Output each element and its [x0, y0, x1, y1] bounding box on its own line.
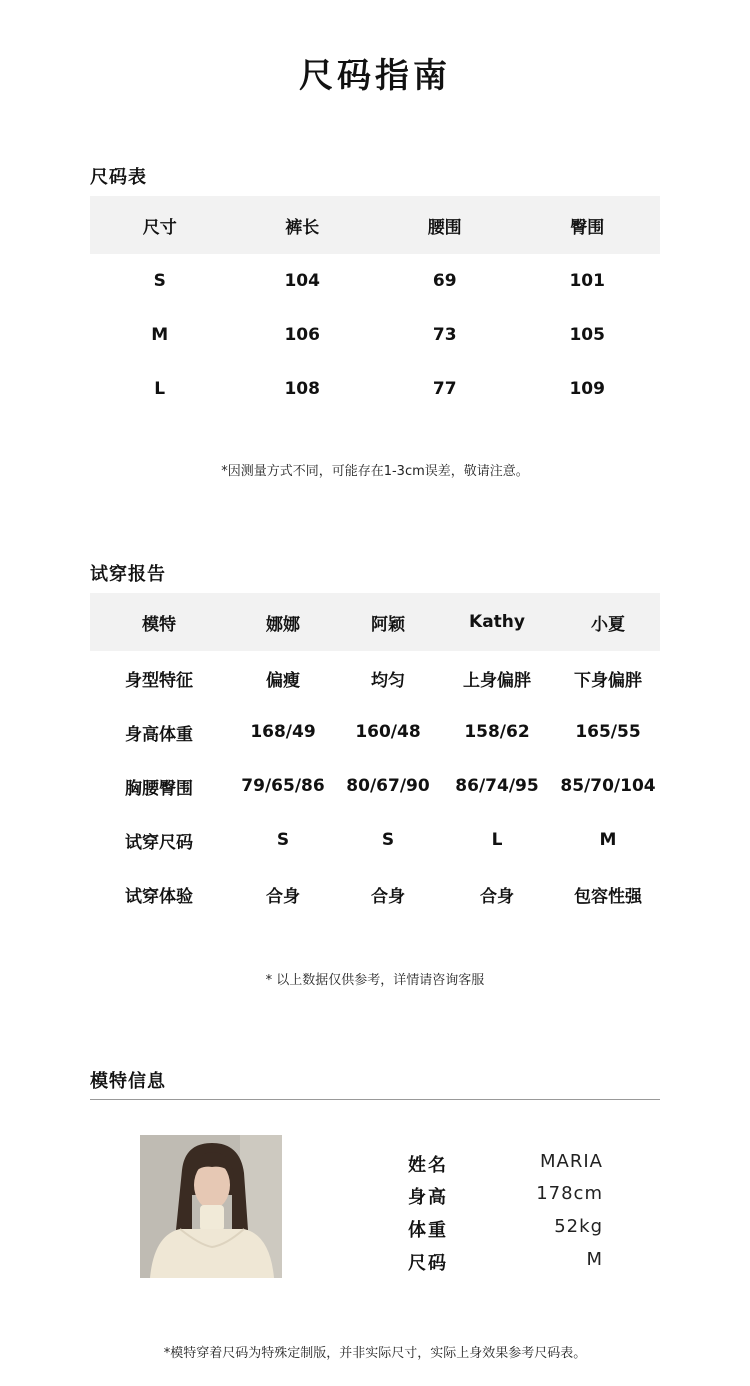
table-row	[90, 867, 660, 921]
table-cell: M	[151, 325, 169, 345]
model-size-label: 尺码	[408, 1253, 448, 1274]
table-cell: 下身偏胖	[574, 670, 642, 691]
size-chart-title: 尺码表	[90, 167, 147, 188]
table-row	[90, 308, 660, 362]
table-row-label: 身型特征	[125, 670, 193, 691]
table-cell: S	[381, 830, 395, 850]
size-chart-table	[90, 196, 660, 416]
table-cell: 69	[432, 271, 457, 291]
table-row	[90, 759, 660, 813]
table-row-label: 胸腰臀围	[125, 778, 193, 799]
size-chart-header-cell: 臀围	[514, 196, 660, 254]
fit-report-note: * 以上数据仅供参考，详情请咨询客服	[265, 973, 485, 988]
table-cell: 85/70/104	[560, 776, 656, 796]
divider	[90, 1099, 660, 1100]
model-info-title: 模特信息	[90, 1071, 166, 1092]
fit-report-header-cell: 娜娜	[228, 593, 338, 651]
size-chart-header-cell: 尺寸	[90, 196, 229, 254]
table-cell: 104	[284, 271, 320, 291]
fit-report-header-cell: 阿颖	[338, 593, 438, 651]
fit-report-header-cell: Kathy	[438, 593, 556, 651]
table-cell: S	[276, 830, 290, 850]
model-name-value: MARIA	[540, 1151, 603, 1172]
table-cell: 105	[569, 325, 605, 345]
table-row-label: 试穿体验	[125, 886, 193, 907]
model-height-value: 178cm	[536, 1183, 603, 1204]
table-row	[90, 813, 660, 867]
table-cell: 106	[284, 325, 320, 345]
table-cell: S	[153, 271, 166, 291]
table-cell: 包容性强	[574, 886, 642, 907]
model-weight-label: 体重	[408, 1220, 448, 1241]
table-cell: L	[154, 379, 166, 399]
size-chart-note: *因测量方式不同，可能存在1-3cm误差，敬请注意。	[221, 464, 529, 479]
table-row-label: 试穿尺码	[125, 832, 193, 853]
model-name-label: 姓名	[408, 1155, 448, 1176]
size-chart-header-cell: 裤长	[229, 196, 375, 254]
table-cell: 101	[569, 271, 605, 291]
table-cell: L	[491, 830, 503, 850]
table-row	[90, 651, 660, 705]
table-cell: M	[599, 830, 617, 850]
table-cell: 77	[432, 379, 457, 399]
table-row	[90, 705, 660, 759]
table-cell: 均匀	[371, 670, 405, 691]
table-cell: 上身偏胖	[463, 670, 531, 691]
table-cell: 108	[284, 379, 320, 399]
model-size-value: M	[586, 1249, 603, 1270]
fit-report-header-cell: 小夏	[556, 593, 660, 651]
model-photo-illustration	[140, 1135, 282, 1278]
table-cell: 80/67/90	[346, 776, 430, 796]
table-cell: 165/55	[575, 722, 641, 742]
table-cell: 79/65/86	[241, 776, 325, 796]
table-cell: 偏瘦	[266, 670, 300, 691]
table-cell: 73	[432, 325, 457, 345]
table-cell: 160/48	[355, 722, 421, 742]
page-title: 尺码指南	[299, 56, 451, 96]
size-chart-header-cell: 腰围	[375, 196, 514, 254]
table-row	[90, 362, 660, 416]
fit-report-table	[90, 593, 660, 921]
fit-report-header-row	[90, 593, 660, 651]
model-height-label: 身高	[408, 1187, 448, 1208]
table-cell: 合身	[266, 886, 300, 907]
fit-report-header-cell: 模特	[90, 593, 228, 651]
size-chart-header-row	[90, 196, 660, 254]
table-row	[90, 254, 660, 308]
model-photo	[140, 1135, 282, 1278]
table-cell: 合身	[371, 886, 405, 907]
table-cell: 158/62	[464, 722, 530, 742]
table-cell: 合身	[480, 886, 514, 907]
table-row-label: 身高体重	[125, 724, 193, 745]
fit-report-title: 试穿报告	[90, 564, 166, 585]
model-weight-value: 52kg	[554, 1216, 603, 1237]
table-cell: 109	[569, 379, 605, 399]
model-info-note: *模特穿着尺码为特殊定制版，并非实际尺寸，实际上身效果参考尺码表。	[163, 1346, 587, 1361]
table-cell: 86/74/95	[455, 776, 539, 796]
table-cell: 168/49	[250, 722, 316, 742]
